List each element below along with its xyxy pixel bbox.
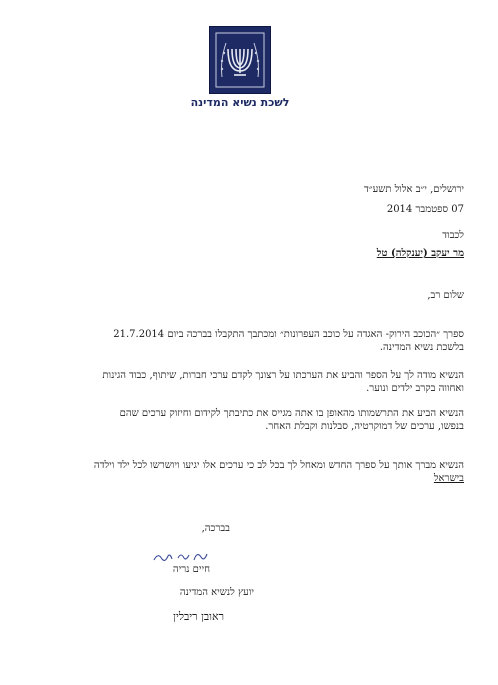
date-gregorian: 07 ספטמבר 2014: [386, 204, 464, 215]
paragraph-3-line-1: הנשיא הביע את התרשמותו מהאופן בו אתה מגייס את כתיבתך לקידום וחיזוק ערכים שהם: [119, 408, 464, 419]
to-label: לכבוד: [442, 230, 464, 241]
president-name: ראובן ריבלין: [173, 610, 224, 623]
paragraph-3-line-2: בנפשו, ערכים של דמוקרטיה, סבלנות וקבלת האחר.: [265, 421, 464, 432]
date-hebrew: ירושלים, י״ב אלול תשע״ד: [363, 184, 464, 195]
closing: בברכה,: [201, 523, 230, 534]
menorah-emblem-icon: [209, 26, 271, 94]
paragraph-4-line-1: הנשיא מברך אותך על ספרך החדש ומאחל לך בכל לב כי ערכים אלו יגיעו ויושרשו לכל ילד וילדה: [93, 460, 464, 471]
paragraph-1-line-2: בלשכת נשיא המדינה.: [379, 342, 464, 353]
paragraph-4-line-2: בישראל: [433, 473, 464, 484]
paragraph-3: [44, 407, 464, 433]
paragraph-2-line-1: הנשיא מודה לך על הספר והביע את הערכתו על רצונך לקדם ערכי חברות, שיתוף, כבוד הגינות: [102, 370, 464, 381]
signer-name: חיים נריה: [172, 564, 210, 575]
salutation: שלום רב,: [427, 290, 464, 301]
signer-role: יועץ לנשיא המדינה: [179, 587, 254, 598]
office-name: לשכת נשיא המדינה: [190, 96, 290, 109]
paragraph-2: [44, 369, 464, 395]
paragraph-4: [44, 459, 464, 485]
paragraph-2-line-2: ואחווה בקרב ילדים ונוער.: [366, 383, 464, 394]
recipient-name: מר יעקב (יענקלה) טל: [376, 248, 464, 259]
paragraph-1-line-1: ספרך ״הכוכב הירוק- האגדה על כוכב העפרונות״ ומכתבך התקבלו בברכה ביום 21.7.2014: [113, 329, 464, 340]
paragraph-1: [44, 328, 464, 354]
